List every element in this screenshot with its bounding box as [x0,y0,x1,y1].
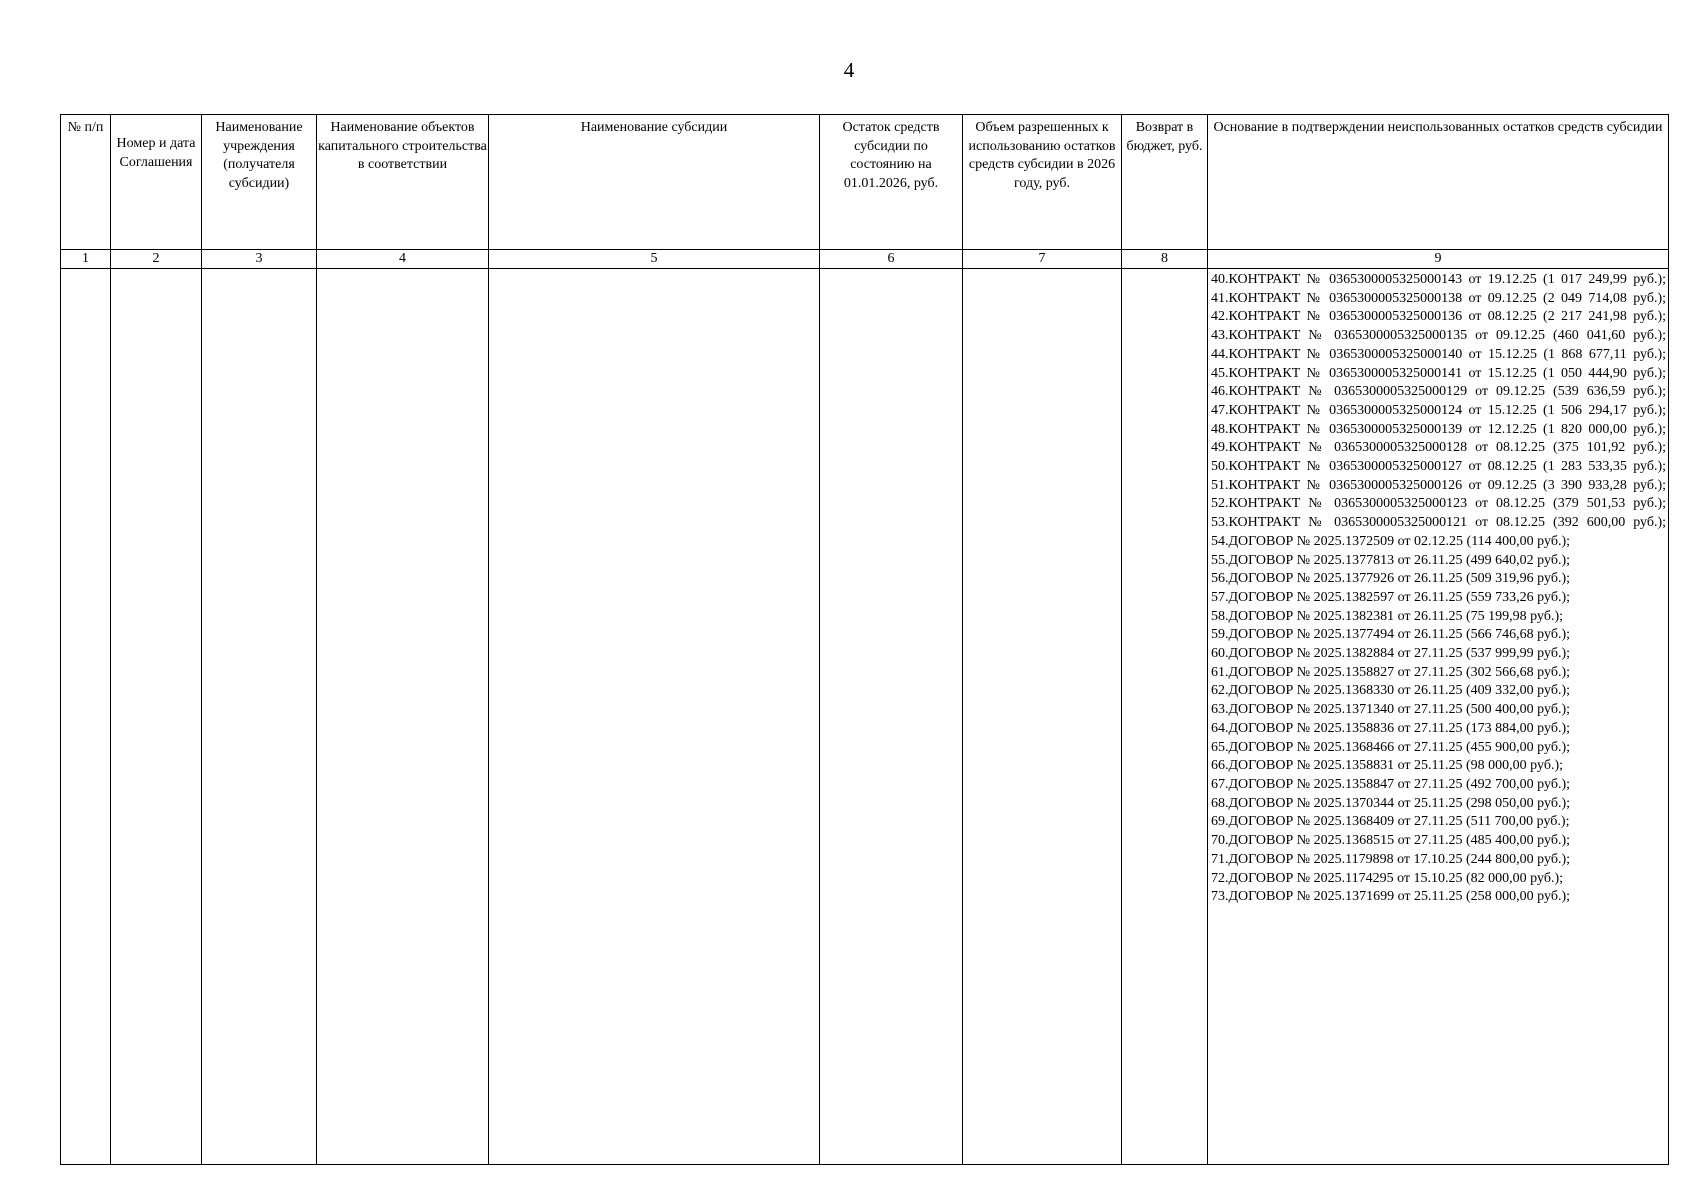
header-institution: Наименование учреждения (получателя субсидии) [202,115,317,250]
header-construction-objects: Наименование объектов капитального строительства в соответствии [317,115,489,250]
basis-item: 40.КОНТРАКТ № 0365300005325000143 от 19.12.25 (1 017 249,99 руб.); [1211,272,1666,287]
basis-item: 53.КОНТРАКТ № 0365300005325000121 от 08.12.25 (392 600,00 руб.); [1211,515,1666,531]
basis-item: 61.ДОГОВОР № 2025.1358827 от 27.11.25 (302 566,68 руб.); [1211,664,1570,680]
basis-item: 43.КОНТРАКТ № 0365300005325000135 от 09.12.25 (460 041,60 руб.); [1211,328,1666,344]
column-number-row [61,250,1669,269]
basis-item: 48.КОНТРАКТ № 0365300005325000139 от 12.12.25 (1 820 000,00 руб.); [1211,421,1666,437]
column-number: 2 [111,250,202,269]
header-subsidy-name: Наименование субсидии [489,115,820,250]
basis-item: 50.КОНТРАКТ № 0365300005325000127 от 08.12.25 (1 283 533,35 руб.); [1211,459,1666,475]
basis-item: 46.КОНТРАКТ № 0365300005325000129 от 09.12.25 (539 636,59 руб.); [1211,384,1666,400]
column-number: 5 [489,250,820,269]
basis-item: 69.ДОГОВОР № 2025.1368409 от 27.11.25 (511 700,00 руб.); [1211,814,1570,830]
header-permitted-volume: Объем разрешенных к использованию остатков средств субсидии в 2026 году, руб. [963,115,1122,250]
header-basis: Основание в подтверждении неиспользованных остатков средств субсидии [1208,115,1669,250]
basis-item: 73.ДОГОВОР № 2025.1371699 от 25.11.25 (258 000,00 руб.); [1211,889,1570,905]
basis-item: 62.ДОГОВОР № 2025.1368330 от 26.11.25 (409 332,00 руб.); [1211,683,1570,699]
basis-item: 41.КОНТРАКТ № 0365300005325000138 от 09.12.25 (2 049 714,08 руб.); [1211,290,1666,306]
basis-item: 65.ДОГОВОР № 2025.1368466 от 27.11.25 (455 900,00 руб.); [1211,739,1570,755]
basis-item: 58.ДОГОВОР № 2025.1382381 от 26.11.25 (75 199,98 руб.); [1211,608,1563,624]
basis-item: 66.ДОГОВОР № 2025.1358831 от 25.11.25 (98 000,00 руб.); [1211,758,1563,774]
basis-item: 45.КОНТРАКТ № 0365300005325000141 от 15.12.25 (1 050 444,90 руб.); [1211,365,1666,381]
column-number: 3 [202,250,317,269]
basis-item: 42.КОНТРАКТ № 0365300005325000136 от 08.12.25 (2 217 241,98 руб.); [1211,309,1666,325]
column-number: 4 [317,250,489,269]
basis-item: 59.ДОГОВОР № 2025.1377494 от 26.11.25 (566 746,68 руб.); [1211,627,1570,643]
basis-item: 71.ДОГОВОР № 2025.1179898 от 17.10.25 (244 800,00 руб.); [1211,851,1570,867]
empty-cell [820,269,963,1165]
empty-cell [317,269,489,1165]
column-number: 1 [61,250,111,269]
basis-item: 67.ДОГОВОР № 2025.1358847 от 27.11.25 (492 700,00 руб.); [1211,776,1570,792]
header-agreement: Номер и дата Соглашения [111,115,202,250]
basis-item: 51.КОНТРАКТ № 0365300005325000126 от 09.12.25 (3 390 933,28 руб.); [1211,477,1666,493]
table-row [61,269,1669,1165]
subsidy-table [60,114,1669,1165]
page-number: 4 [843,58,855,82]
header-row [61,115,1669,250]
basis-item: 63.ДОГОВОР № 2025.1371340 от 27.11.25 (500 400,00 руб.); [1211,702,1570,718]
basis-item: 55.ДОГОВОР № 2025.1377813 от 26.11.25 (499 640,02 руб.); [1211,552,1570,568]
empty-cell [1122,269,1208,1165]
basis-item: 52.КОНТРАКТ № 0365300005325000123 от 08.12.25 (379 501,53 руб.); [1211,496,1666,512]
basis-cell [1208,269,1669,1165]
header-return: Возврат в бюджет, руб. [1122,115,1208,250]
basis-item: 68.ДОГОВОР № 2025.1370344 от 25.11.25 (298 050,00 руб.); [1211,795,1570,811]
basis-item: 56.ДОГОВОР № 2025.1377926 от 26.11.25 (509 319,96 руб.); [1211,571,1570,587]
column-number: 6 [820,250,963,269]
empty-cell [963,269,1122,1165]
empty-cell [61,269,111,1165]
empty-cell [489,269,820,1165]
basis-item: 44.КОНТРАКТ № 0365300005325000140 от 15.12.25 (1 868 677,11 руб.); [1211,346,1666,362]
empty-cell [111,269,202,1165]
basis-item: 54.ДОГОВОР № 2025.1372509 от 02.12.25 (114 400,00 руб.); [1211,533,1570,549]
basis-item: 70.ДОГОВОР № 2025.1368515 от 27.11.25 (485 400,00 руб.); [1211,833,1570,849]
header-row-number: № п/п [61,115,111,250]
basis-item: 72.ДОГОВОР № 2025.1174295 от 15.10.25 (82 000,00 руб.); [1211,870,1563,886]
basis-item: 47.КОНТРАКТ № 0365300005325000124 от 15.12.25 (1 506 294,17 руб.); [1211,402,1666,418]
column-number: 9 [1208,250,1669,269]
header-balance: Остаток средств субсидии по состоянию на 01.01.2026, руб. [820,115,963,250]
basis-item: 57.ДОГОВОР № 2025.1382597 от 26.11.25 (559 733,26 руб.); [1211,589,1570,605]
column-number: 7 [963,250,1122,269]
basis-item: 64.ДОГОВОР № 2025.1358836 от 27.11.25 (173 884,00 руб.); [1211,720,1570,736]
basis-item: 49.КОНТРАКТ № 0365300005325000128 от 08.12.25 (375 101,92 руб.); [1211,440,1666,456]
basis-item: 60.ДОГОВОР № 2025.1382884 от 27.11.25 (537 999,99 руб.); [1211,646,1570,662]
column-number: 8 [1122,250,1208,269]
empty-cell [202,269,317,1165]
